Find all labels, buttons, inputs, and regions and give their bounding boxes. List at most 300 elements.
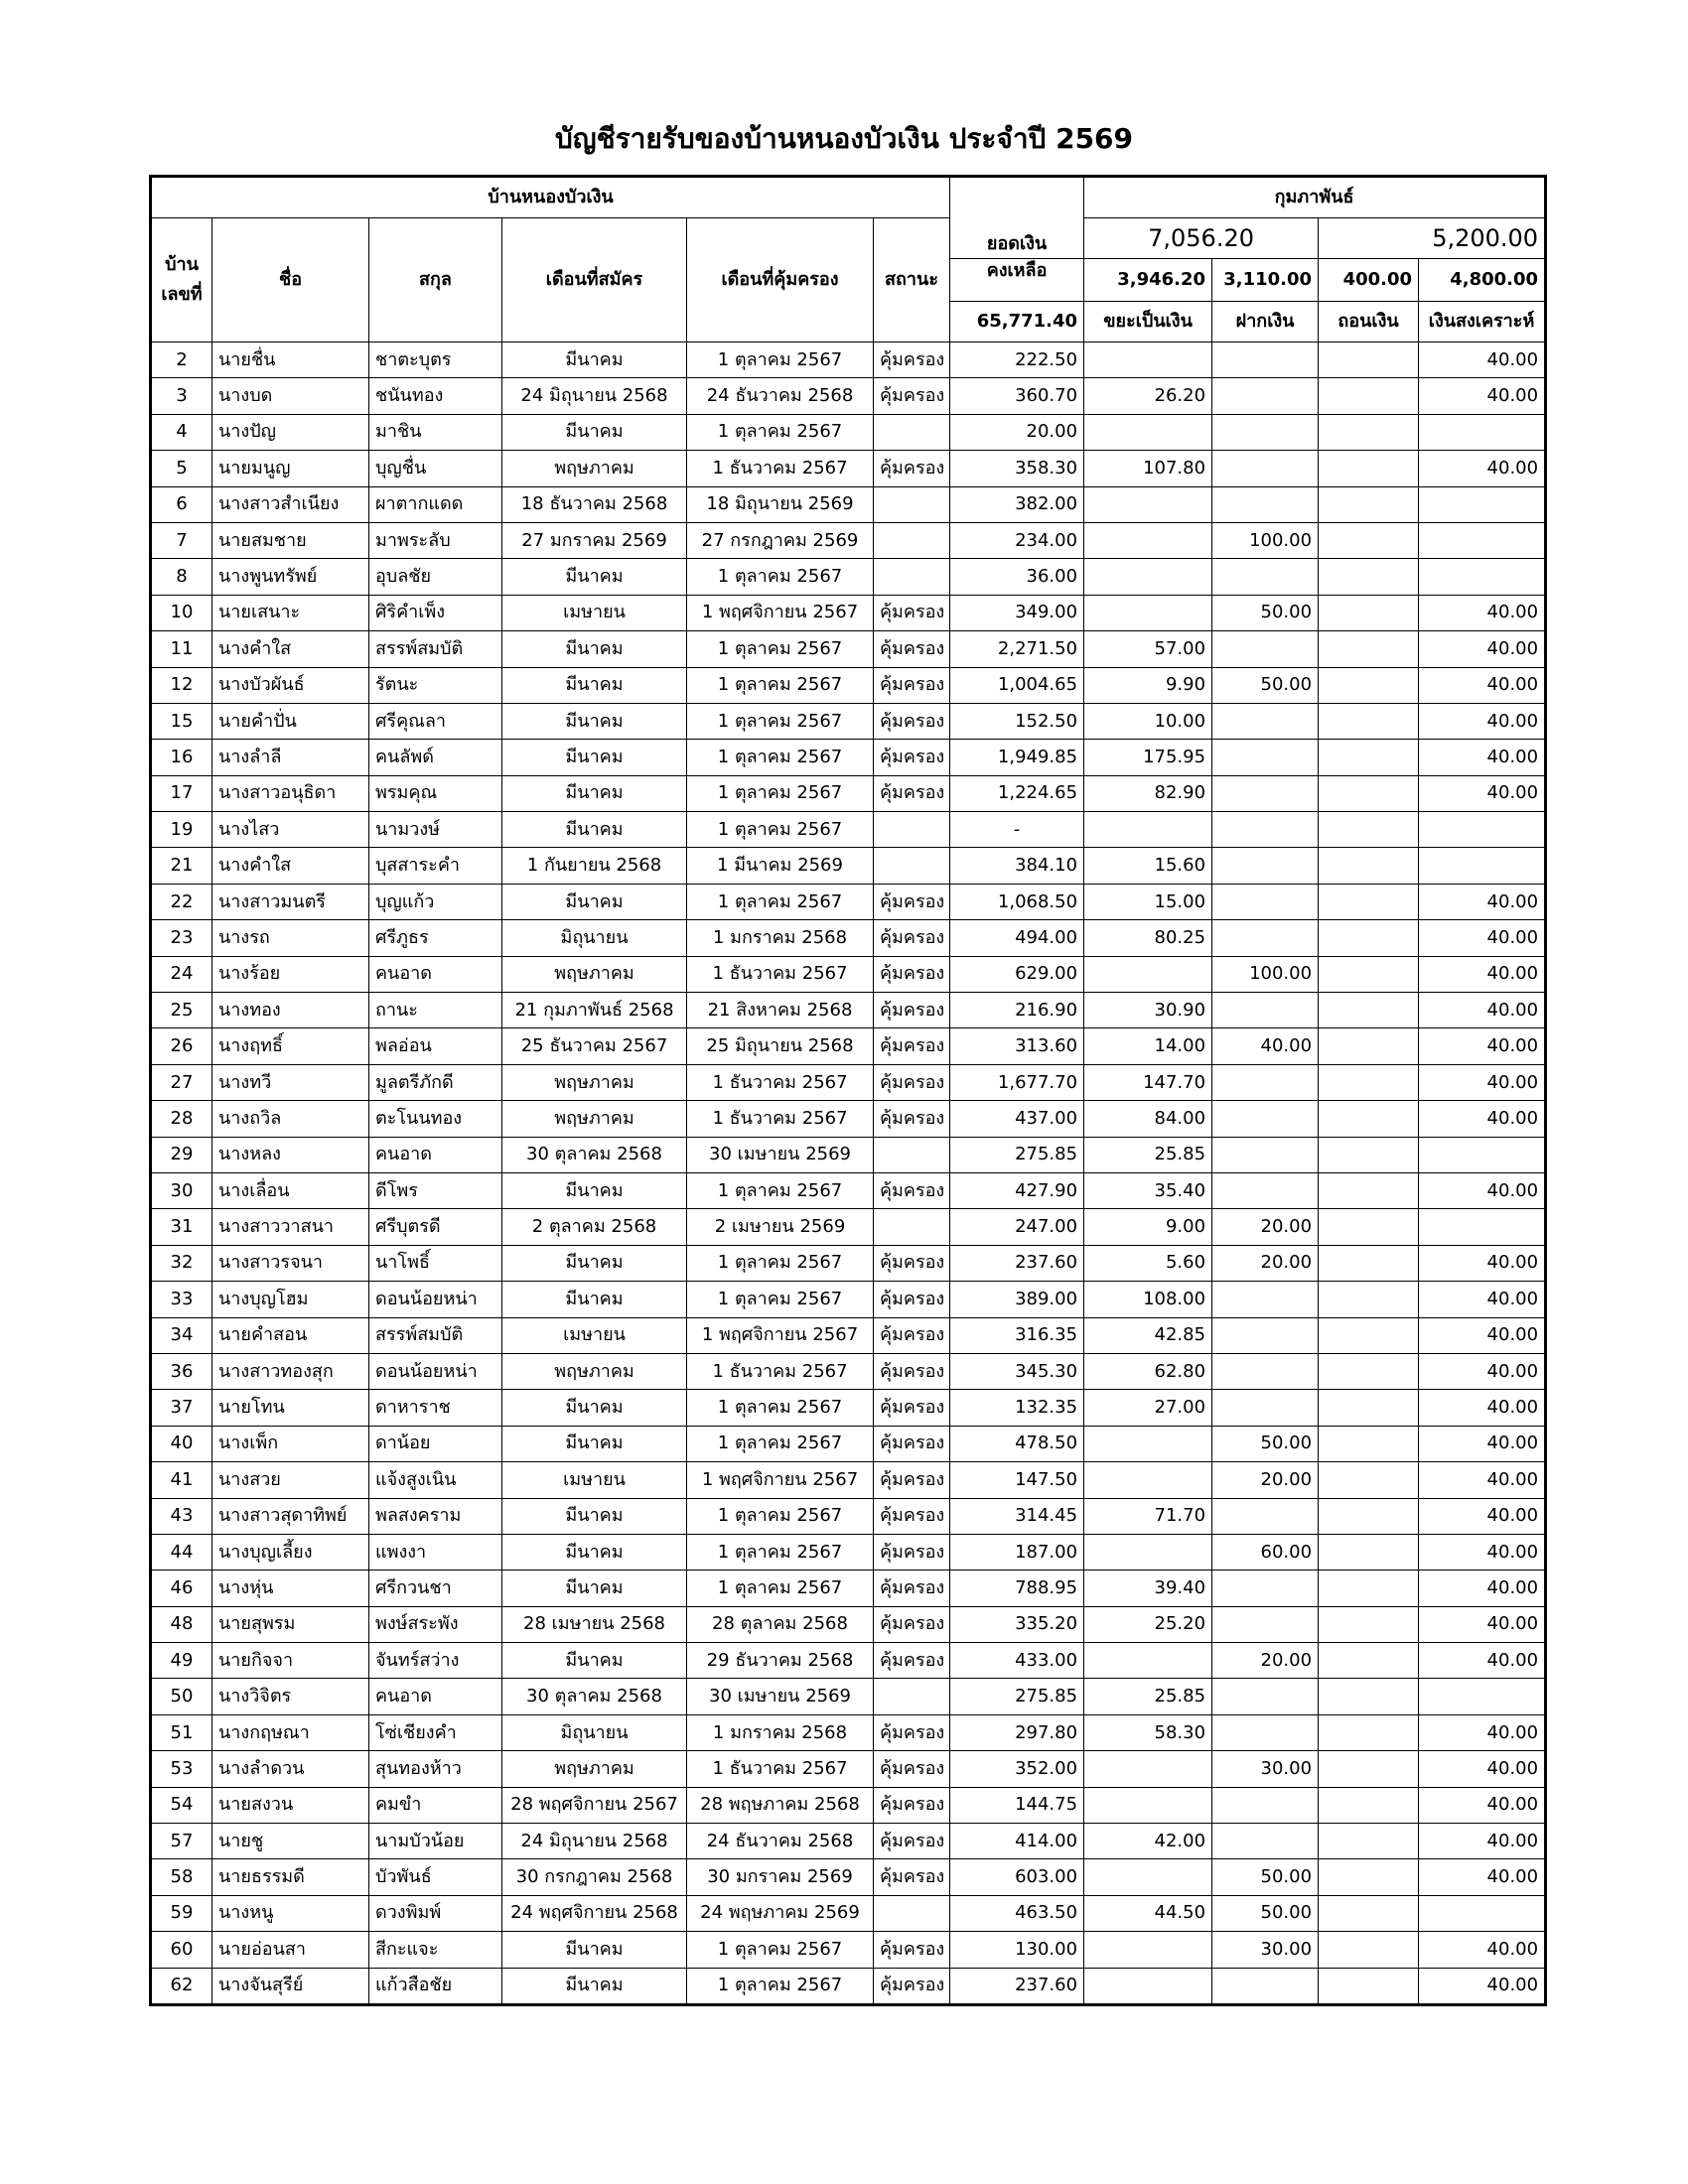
cell-first-name: นายกิจจา — [212, 1643, 369, 1679]
cell-withdraw-amount — [1319, 993, 1419, 1028]
cell-balance: 144.75 — [950, 1787, 1084, 1823]
cell-status: คุ้มครอง — [874, 1172, 950, 1208]
cell-welfare-amount: 40.00 — [1419, 1172, 1546, 1208]
table-row — [151, 1859, 1546, 1895]
cell-covered-month: 1 ธันวาคม 2567 — [687, 1353, 874, 1389]
cell-surname: มูลตรีภักดี — [369, 1064, 502, 1100]
cell-welfare-amount — [1419, 812, 1546, 848]
table-row — [151, 595, 1546, 630]
cell-waste-amount — [1084, 1643, 1212, 1679]
cell-applied-month: มีนาคม — [502, 631, 687, 667]
cell-covered-month: 21 สิงหาคม 2568 — [687, 993, 874, 1028]
cell-house-number: 32 — [151, 1245, 212, 1281]
cell-applied-month: มีนาคม — [502, 1172, 687, 1208]
cell-deposit-amount — [1212, 1353, 1319, 1389]
cell-surname: คนอาด — [369, 1137, 502, 1172]
cell-deposit-amount: 20.00 — [1212, 1643, 1319, 1679]
house-number-header — [151, 218, 212, 342]
cell-status: คุ้มครอง — [874, 1643, 950, 1679]
cell-first-name: นางร้อย — [212, 956, 369, 992]
cell-welfare-amount: 40.00 — [1419, 920, 1546, 956]
cell-deposit-amount — [1212, 740, 1319, 775]
cell-first-name: นางบด — [212, 378, 369, 414]
cell-waste-amount — [1084, 1534, 1212, 1570]
cell-waste-amount — [1084, 414, 1212, 450]
withdraw-header: ถอนเงิน — [1319, 302, 1419, 342]
sum-b: 5,200.00 — [1319, 218, 1546, 259]
cell-covered-month: 30 เมษายน 2569 — [687, 1137, 874, 1172]
cell-balance: 132.35 — [950, 1390, 1084, 1426]
cell-surname: ชาตะบุตร — [369, 342, 502, 378]
cell-status: คุ้มครอง — [874, 451, 950, 486]
cell-welfare-amount: 40.00 — [1419, 1498, 1546, 1534]
cell-withdraw-amount — [1319, 1968, 1419, 2004]
cell-welfare-amount: 40.00 — [1419, 1282, 1546, 1317]
table-row — [151, 1245, 1546, 1281]
cell-covered-month: 1 ตุลาคม 2567 — [687, 812, 874, 848]
cell-waste-amount: 82.90 — [1084, 775, 1212, 811]
cell-balance: 384.10 — [950, 848, 1084, 884]
cell-waste-amount: 25.85 — [1084, 1679, 1212, 1714]
table-row — [151, 848, 1546, 884]
cell-status: คุ้มครอง — [874, 1859, 950, 1895]
cell-applied-month: 1 กันยายน 2568 — [502, 848, 687, 884]
cell-withdraw-amount — [1319, 1606, 1419, 1642]
cell-welfare-amount: 40.00 — [1419, 1570, 1546, 1606]
cell-status: คุ้มครอง — [874, 667, 950, 703]
cell-balance: 216.90 — [950, 993, 1084, 1028]
cell-waste-amount — [1084, 1462, 1212, 1498]
cell-applied-month: 27 มกราคม 2569 — [502, 522, 687, 558]
cell-withdraw-amount — [1319, 1172, 1419, 1208]
cell-withdraw-amount — [1319, 703, 1419, 739]
cell-withdraw-amount — [1319, 1932, 1419, 1968]
cell-applied-month: พฤษภาคม — [502, 956, 687, 992]
cell-house-number: 24 — [151, 956, 212, 992]
cell-applied-month: มีนาคม — [502, 812, 687, 848]
cell-waste-amount: 14.00 — [1084, 1028, 1212, 1064]
table-row — [151, 1643, 1546, 1679]
cell-covered-month: 1 ตุลาคม 2567 — [687, 1498, 874, 1534]
cell-first-name: นางคำใส — [212, 848, 369, 884]
cell-first-name: นายอ่อนสา — [212, 1932, 369, 1968]
cell-status — [874, 1895, 950, 1931]
cell-deposit-amount — [1212, 1968, 1319, 2004]
cell-first-name: นายธรรมดี — [212, 1859, 369, 1895]
cell-waste-amount: 42.00 — [1084, 1824, 1212, 1859]
cell-balance: 222.50 — [950, 342, 1084, 378]
cell-applied-month: มีนาคม — [502, 414, 687, 450]
cell-welfare-amount: 40.00 — [1419, 1606, 1546, 1642]
cell-covered-month: 1 พฤศจิกายน 2567 — [687, 1462, 874, 1498]
table-row — [151, 993, 1546, 1028]
cell-first-name: นายชื่น — [212, 342, 369, 378]
cell-first-name: นางถวิล — [212, 1101, 369, 1137]
cell-house-number: 62 — [151, 1968, 212, 2004]
cell-first-name: นางเพ็ก — [212, 1426, 369, 1461]
cell-balance: 234.00 — [950, 522, 1084, 558]
cell-deposit-amount — [1212, 486, 1319, 522]
cell-deposit-amount: 20.00 — [1212, 1245, 1319, 1281]
cell-applied-month: มีนาคม — [502, 1245, 687, 1281]
cell-balance: 147.50 — [950, 1462, 1084, 1498]
cell-withdraw-amount — [1319, 1317, 1419, 1353]
table-row — [151, 740, 1546, 775]
cell-surname: รัตนะ — [369, 667, 502, 703]
cell-balance: 152.50 — [950, 703, 1084, 739]
cell-status: คุ้มครอง — [874, 740, 950, 775]
table-row — [151, 1498, 1546, 1534]
cell-withdraw-amount — [1319, 378, 1419, 414]
cell-welfare-amount: 40.00 — [1419, 956, 1546, 992]
cell-welfare-amount: 40.00 — [1419, 1462, 1546, 1498]
cell-covered-month: 28 ตุลาคม 2568 — [687, 1606, 874, 1642]
cell-applied-month: มีนาคม — [502, 775, 687, 811]
cell-status: คุ้มครอง — [874, 1606, 950, 1642]
cell-welfare-amount: 40.00 — [1419, 1714, 1546, 1750]
cell-applied-month: มีนาคม — [502, 1498, 687, 1534]
cell-status: คุ้มครอง — [874, 1028, 950, 1064]
cell-first-name: นางกฤษณา — [212, 1714, 369, 1750]
village-header: บ้านหนองบัวเงิน — [151, 177, 950, 218]
cell-withdraw-amount — [1319, 1245, 1419, 1281]
cell-covered-month: 1 มีนาคม 2569 — [687, 848, 874, 884]
cell-withdraw-amount — [1319, 884, 1419, 919]
cell-applied-month: 21 กุมภาพันธ์ 2568 — [502, 993, 687, 1028]
cell-deposit-amount: 100.00 — [1212, 522, 1319, 558]
cell-waste-amount — [1084, 956, 1212, 992]
cell-first-name: นางพูนทรัพย์ — [212, 559, 369, 595]
cell-surname: ศรีคุณลา — [369, 703, 502, 739]
cell-waste-amount — [1084, 812, 1212, 848]
cell-withdraw-amount — [1319, 1064, 1419, 1100]
cell-first-name: นางสาวมนตรี — [212, 884, 369, 919]
cell-status: คุ้มครอง — [874, 1534, 950, 1570]
cell-waste-amount — [1084, 342, 1212, 378]
cell-balance: 603.00 — [950, 1859, 1084, 1895]
cell-welfare-amount: 40.00 — [1419, 775, 1546, 811]
cell-house-number: 51 — [151, 1714, 212, 1750]
cell-house-number: 7 — [151, 522, 212, 558]
sub-total-deposit: 3,110.00 — [1212, 259, 1319, 302]
cell-first-name: นางบุญโฮม — [212, 1282, 369, 1317]
cell-surname: ถานะ — [369, 993, 502, 1028]
cell-covered-month: 2 เมษายน 2569 — [687, 1209, 874, 1245]
cell-first-name: นางสาวรจนา — [212, 1245, 369, 1281]
cell-withdraw-amount — [1319, 486, 1419, 522]
cell-covered-month: 30 มกราคม 2569 — [687, 1859, 874, 1895]
cell-surname: บัวพันธ์ — [369, 1859, 502, 1895]
cell-covered-month: 25 มิถุนายน 2568 — [687, 1028, 874, 1064]
cell-withdraw-amount — [1319, 956, 1419, 992]
cell-deposit-amount — [1212, 1172, 1319, 1208]
cell-covered-month: 1 ธันวาคม 2567 — [687, 1751, 874, 1787]
cell-balance: 237.60 — [950, 1968, 1084, 2004]
cell-status: คุ้มครอง — [874, 775, 950, 811]
cell-withdraw-amount — [1319, 1787, 1419, 1823]
ledger-body — [151, 342, 1546, 2005]
cell-balance: 389.00 — [950, 1282, 1084, 1317]
balance-label-2: คงเหลือ — [950, 259, 1084, 302]
cell-covered-month: 1 ตุลาคม 2567 — [687, 1282, 874, 1317]
cell-welfare-amount — [1419, 486, 1546, 522]
cell-applied-month: 24 พฤศจิกายน 2568 — [502, 1895, 687, 1931]
cell-first-name: นางทอง — [212, 993, 369, 1028]
cell-status: คุ้มครอง — [874, 1714, 950, 1750]
cell-covered-month: 1 ตุลาคม 2567 — [687, 703, 874, 739]
cell-surname: คนลัพด์ — [369, 740, 502, 775]
cell-surname: ผาตากแดด — [369, 486, 502, 522]
cell-covered-month: 1 ตุลาคม 2567 — [687, 1932, 874, 1968]
cell-balance: 349.00 — [950, 595, 1084, 630]
cell-welfare-amount: 40.00 — [1419, 993, 1546, 1028]
cell-withdraw-amount — [1319, 1028, 1419, 1064]
cell-balance: 345.30 — [950, 1353, 1084, 1389]
cell-withdraw-amount — [1319, 812, 1419, 848]
cell-applied-month: 28 เมษายน 2568 — [502, 1606, 687, 1642]
cell-balance: 1,068.50 — [950, 884, 1084, 919]
cell-waste-amount: 175.95 — [1084, 740, 1212, 775]
applied-month-header: เดือนที่สมัคร — [502, 218, 687, 342]
cell-covered-month: 1 มกราคม 2568 — [687, 1714, 874, 1750]
cell-surname: นามวงษ์ — [369, 812, 502, 848]
cell-first-name: นางสาวสำเนียง — [212, 486, 369, 522]
cell-waste-amount — [1084, 1932, 1212, 1968]
cell-house-number: 21 — [151, 848, 212, 884]
cell-status: คุ้มครอง — [874, 595, 950, 630]
table-row — [151, 703, 1546, 739]
cell-balance: 463.50 — [950, 1895, 1084, 1931]
cell-applied-month: มีนาคม — [502, 1968, 687, 2004]
cell-deposit-amount: 20.00 — [1212, 1209, 1319, 1245]
cell-surname: ศรีบุตรดี — [369, 1209, 502, 1245]
cell-welfare-amount: 40.00 — [1419, 1824, 1546, 1859]
cell-first-name: นายชู — [212, 1824, 369, 1859]
cell-surname: คนอาด — [369, 956, 502, 992]
cell-covered-month: 28 พฤษภาคม 2568 — [687, 1787, 874, 1823]
waste-header: ขยะเป็นเงิน — [1084, 302, 1212, 342]
table-row — [151, 1282, 1546, 1317]
table-row — [151, 1824, 1546, 1859]
cell-house-number: 16 — [151, 740, 212, 775]
table-row — [151, 884, 1546, 919]
cell-status: คุ้มครอง — [874, 1317, 950, 1353]
cell-deposit-amount — [1212, 1606, 1319, 1642]
cell-status: คุ้มครอง — [874, 956, 950, 992]
cell-waste-amount — [1084, 486, 1212, 522]
cell-status: คุ้มครอง — [874, 631, 950, 667]
cell-deposit-amount: 40.00 — [1212, 1028, 1319, 1064]
cell-first-name: นายคำปั่น — [212, 703, 369, 739]
house-number-label-1: บ้าน — [165, 254, 199, 275]
cell-covered-month: 24 พฤษภาคม 2569 — [687, 1895, 874, 1931]
cell-house-number: 33 — [151, 1282, 212, 1317]
cell-house-number: 10 — [151, 595, 212, 630]
table-row — [151, 920, 1546, 956]
cell-deposit-amount — [1212, 1787, 1319, 1823]
table-row — [151, 1209, 1546, 1245]
cell-balance: 414.00 — [950, 1824, 1084, 1859]
cell-applied-month: มีนาคม — [502, 1570, 687, 1606]
cell-balance: 335.20 — [950, 1606, 1084, 1642]
surname-header: สกุล — [369, 218, 502, 342]
cell-balance: 20.00 — [950, 414, 1084, 450]
table-row — [151, 486, 1546, 522]
cell-surname: นามบัวน้อย — [369, 1824, 502, 1859]
cell-status — [874, 1209, 950, 1245]
cell-waste-amount: 9.00 — [1084, 1209, 1212, 1245]
cell-withdraw-amount — [1319, 740, 1419, 775]
cell-waste-amount: 15.00 — [1084, 884, 1212, 919]
sub-total-withdraw: 400.00 — [1319, 259, 1419, 302]
cell-status: คุ้มครอง — [874, 1462, 950, 1498]
cell-balance: 275.85 — [950, 1137, 1084, 1172]
cell-covered-month: 1 ธันวาคม 2567 — [687, 451, 874, 486]
cell-first-name: นายสงวน — [212, 1787, 369, 1823]
cell-waste-amount: 62.80 — [1084, 1353, 1212, 1389]
cell-waste-amount: 39.40 — [1084, 1570, 1212, 1606]
cell-status — [874, 559, 950, 595]
cell-waste-amount: 147.70 — [1084, 1064, 1212, 1100]
cell-deposit-amount: 50.00 — [1212, 1426, 1319, 1461]
cell-house-number: 11 — [151, 631, 212, 667]
cell-applied-month: เมษายน — [502, 1462, 687, 1498]
cell-welfare-amount — [1419, 1137, 1546, 1172]
cell-surname: คนอาด — [369, 1679, 502, 1714]
cell-waste-amount: 57.00 — [1084, 631, 1212, 667]
cell-surname: ศรีกวนชา — [369, 1570, 502, 1606]
cell-deposit-amount — [1212, 1824, 1319, 1859]
cell-applied-month: มีนาคม — [502, 1932, 687, 1968]
cell-surname: โซ่เชียงคำ — [369, 1714, 502, 1750]
cell-withdraw-amount — [1319, 1679, 1419, 1714]
cell-house-number: 15 — [151, 703, 212, 739]
cell-waste-amount: 35.40 — [1084, 1172, 1212, 1208]
cell-deposit-amount: 100.00 — [1212, 956, 1319, 992]
table-row — [151, 1462, 1546, 1498]
cell-surname: แก้วสือชัย — [369, 1968, 502, 2004]
cell-waste-amount — [1084, 1968, 1212, 2004]
cell-status — [874, 414, 950, 450]
cell-welfare-amount: 40.00 — [1419, 595, 1546, 630]
cell-deposit-amount: 50.00 — [1212, 1859, 1319, 1895]
cell-status: คุ้มครอง — [874, 1498, 950, 1534]
cell-covered-month: 1 ตุลาคม 2567 — [687, 1534, 874, 1570]
table-row — [151, 559, 1546, 595]
cell-covered-month: 1 พฤศจิกายน 2567 — [687, 595, 874, 630]
cell-balance: 275.85 — [950, 1679, 1084, 1714]
cell-applied-month: 30 กรกฎาคม 2568 — [502, 1859, 687, 1895]
cell-deposit-amount — [1212, 414, 1319, 450]
cell-status: คุ้มครอง — [874, 993, 950, 1028]
cell-first-name: นางหนู — [212, 1895, 369, 1931]
cell-house-number: 28 — [151, 1101, 212, 1137]
cell-welfare-amount: 40.00 — [1419, 1101, 1546, 1137]
cell-waste-amount — [1084, 1426, 1212, 1461]
table-row — [151, 342, 1546, 378]
cell-balance: 1,677.70 — [950, 1064, 1084, 1100]
cell-applied-month: มีนาคม — [502, 884, 687, 919]
cell-waste-amount: 42.85 — [1084, 1317, 1212, 1353]
cell-house-number: 57 — [151, 1824, 212, 1859]
welfare-header: เงินสงเคราะห์ — [1419, 302, 1546, 342]
cell-balance: - — [950, 812, 1084, 848]
cell-deposit-amount — [1212, 1282, 1319, 1317]
cell-waste-amount: 5.60 — [1084, 1245, 1212, 1281]
cell-house-number: 27 — [151, 1064, 212, 1100]
cell-first-name: นางหลง — [212, 1137, 369, 1172]
table-row — [151, 1679, 1546, 1714]
cell-house-number: 53 — [151, 1751, 212, 1787]
cell-withdraw-amount — [1319, 1282, 1419, 1317]
cell-welfare-amount: 40.00 — [1419, 1028, 1546, 1064]
cell-deposit-amount — [1212, 1137, 1319, 1172]
cell-welfare-amount: 40.00 — [1419, 1968, 1546, 2004]
cell-balance: 314.45 — [950, 1498, 1084, 1534]
cell-withdraw-amount — [1319, 1209, 1419, 1245]
cell-covered-month: 1 ตุลาคม 2567 — [687, 1570, 874, 1606]
cell-covered-month: 1 ตุลาคม 2567 — [687, 775, 874, 811]
cell-covered-month: 30 เมษายน 2569 — [687, 1679, 874, 1714]
cell-deposit-amount — [1212, 848, 1319, 884]
cell-first-name: นายเสนาะ — [212, 595, 369, 630]
cell-balance: 382.00 — [950, 486, 1084, 522]
cell-deposit-amount: 20.00 — [1212, 1462, 1319, 1498]
table-row — [151, 1353, 1546, 1389]
name-header: ชื่อ — [212, 218, 369, 342]
cell-withdraw-amount — [1319, 1498, 1419, 1534]
cell-surname: ดาน้อย — [369, 1426, 502, 1461]
cell-applied-month: 18 ธันวาคม 2568 — [502, 486, 687, 522]
table-row — [151, 812, 1546, 848]
cell-house-number: 4 — [151, 414, 212, 450]
cell-house-number: 43 — [151, 1498, 212, 1534]
cell-balance: 187.00 — [950, 1534, 1084, 1570]
cell-withdraw-amount — [1319, 1426, 1419, 1461]
cell-withdraw-amount — [1319, 1895, 1419, 1931]
cell-welfare-amount: 40.00 — [1419, 378, 1546, 414]
cell-surname: ดวงพิมพ์ — [369, 1895, 502, 1931]
table-row — [151, 1714, 1546, 1750]
cell-surname: มาพระลับ — [369, 522, 502, 558]
cell-withdraw-amount — [1319, 1751, 1419, 1787]
cell-house-number: 60 — [151, 1932, 212, 1968]
cell-welfare-amount: 40.00 — [1419, 342, 1546, 378]
cell-deposit-amount — [1212, 451, 1319, 486]
cell-withdraw-amount — [1319, 559, 1419, 595]
cell-withdraw-amount — [1319, 522, 1419, 558]
cell-applied-month: มิถุนายน — [502, 1714, 687, 1750]
cell-status: คุ้มครอง — [874, 703, 950, 739]
cell-waste-amount: 25.85 — [1084, 1137, 1212, 1172]
cell-house-number: 19 — [151, 812, 212, 848]
cell-covered-month: 1 ตุลาคม 2567 — [687, 559, 874, 595]
cell-deposit-amount — [1212, 1714, 1319, 1750]
cell-status — [874, 1679, 950, 1714]
table-row — [151, 775, 1546, 811]
cell-waste-amount: 26.20 — [1084, 378, 1212, 414]
cell-status: คุ้มครอง — [874, 1824, 950, 1859]
cell-deposit-amount — [1212, 559, 1319, 595]
cell-status: คุ้มครอง — [874, 378, 950, 414]
cell-surname: พรมคุณ — [369, 775, 502, 811]
cell-covered-month: 1 ตุลาคม 2567 — [687, 1426, 874, 1461]
cell-surname: สีกะแจะ — [369, 1932, 502, 1968]
cell-balance: 1,004.65 — [950, 667, 1084, 703]
table-row — [151, 1751, 1546, 1787]
cell-withdraw-amount — [1319, 1101, 1419, 1137]
cell-status: คุ้มครอง — [874, 884, 950, 919]
